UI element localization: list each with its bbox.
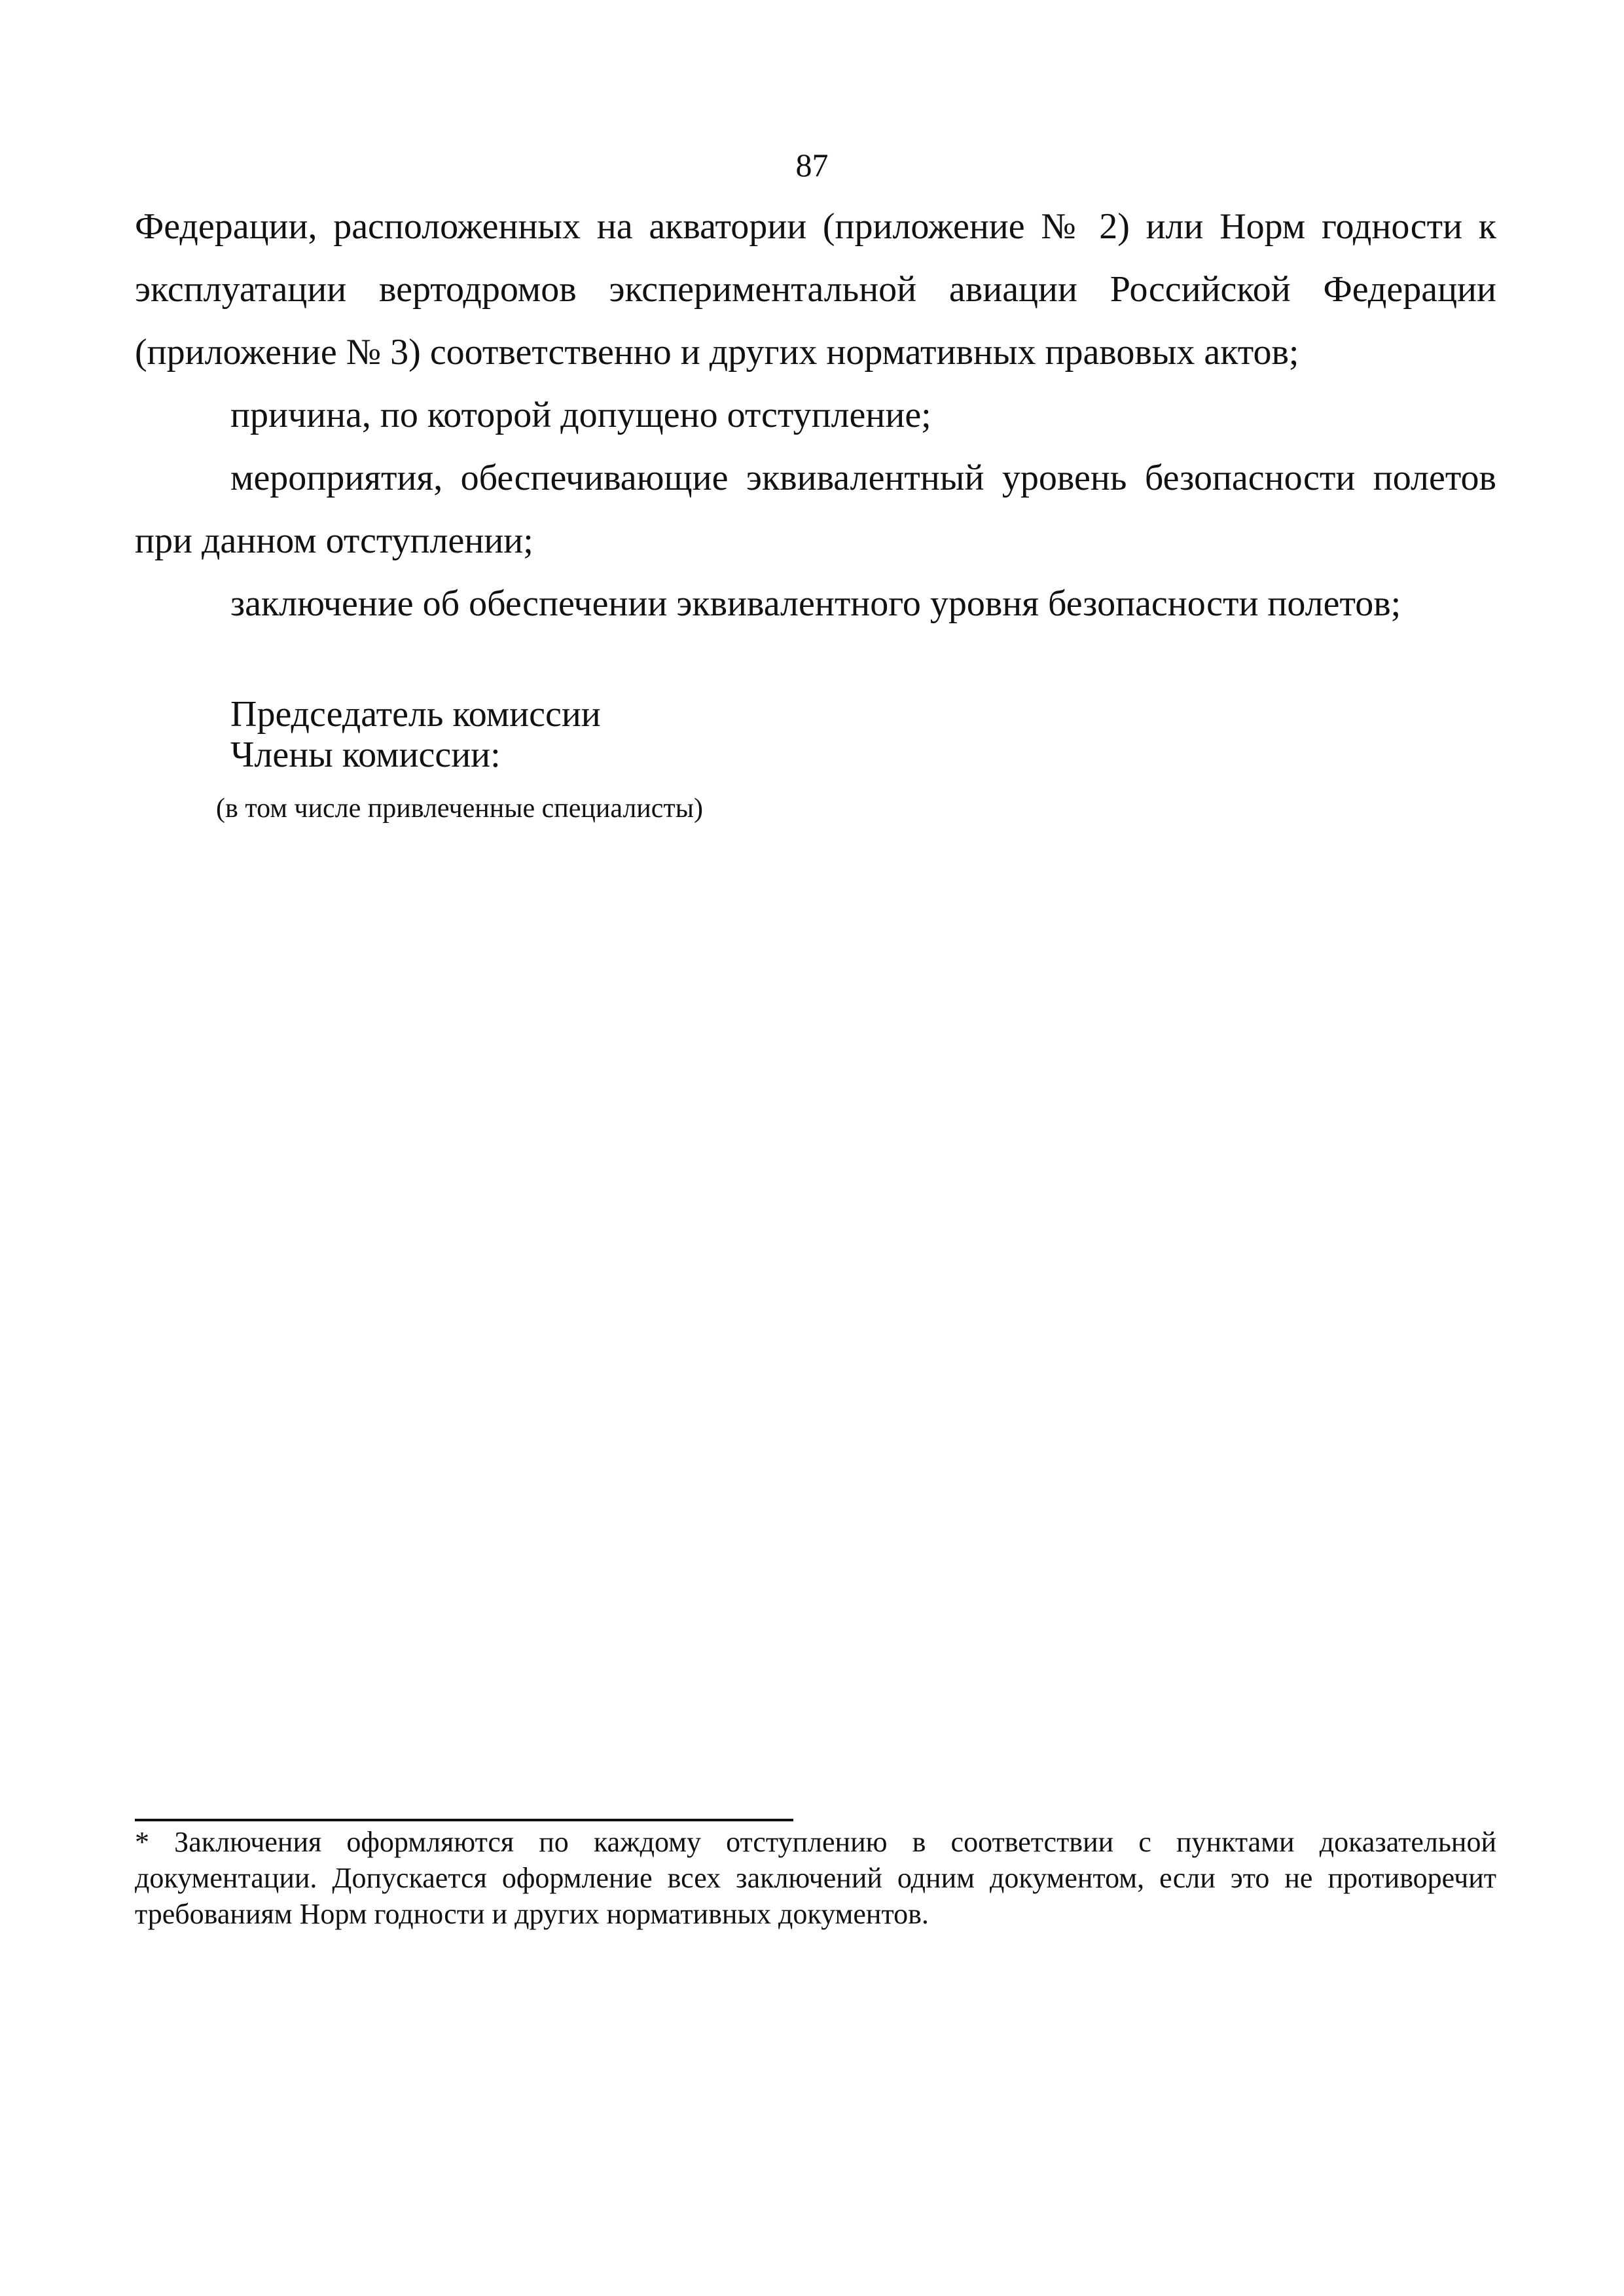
- body-text: [135, 195, 1496, 635]
- commission-chairman-label: Председатель комиссии: [230, 694, 601, 735]
- commission-members-label: Члены комиссии:: [230, 735, 501, 775]
- commission-members-note: (в том числе привлеченные специалисты): [216, 793, 703, 824]
- paragraph-deviation-reason: причина, по которой допущено отступление;: [230, 395, 931, 435]
- page-number: 87: [795, 147, 829, 183]
- footnote-divider: [135, 1819, 793, 1821]
- paragraph-safety-measures: мероприятия, обеспечивающие эквивалентный уровень безопасности полетов при данном отступлении;: [135, 458, 1496, 561]
- signature-block: [230, 694, 601, 775]
- paragraph-continuation: Федерации, расположенных на акватории (приложение № 2) или Норм годности к эксплуатации вертодромов экспериментальной авиации Российской Федерации (приложение № 3) соответственно и других нормативных правовых актов;: [135, 206, 1496, 373]
- footnote: * Заключения оформляются по каждому отступлению в соответствии с пунктами доказательной документации. Допускается оформление всех заключений одним документом, если это не противоречит требованиям Норм годности и других нормативных документов.: [135, 1826, 1496, 1930]
- paragraph-safety-conclusion: заключение об обеспечении эквивалентного уровня безопасности полетов;: [230, 583, 1401, 624]
